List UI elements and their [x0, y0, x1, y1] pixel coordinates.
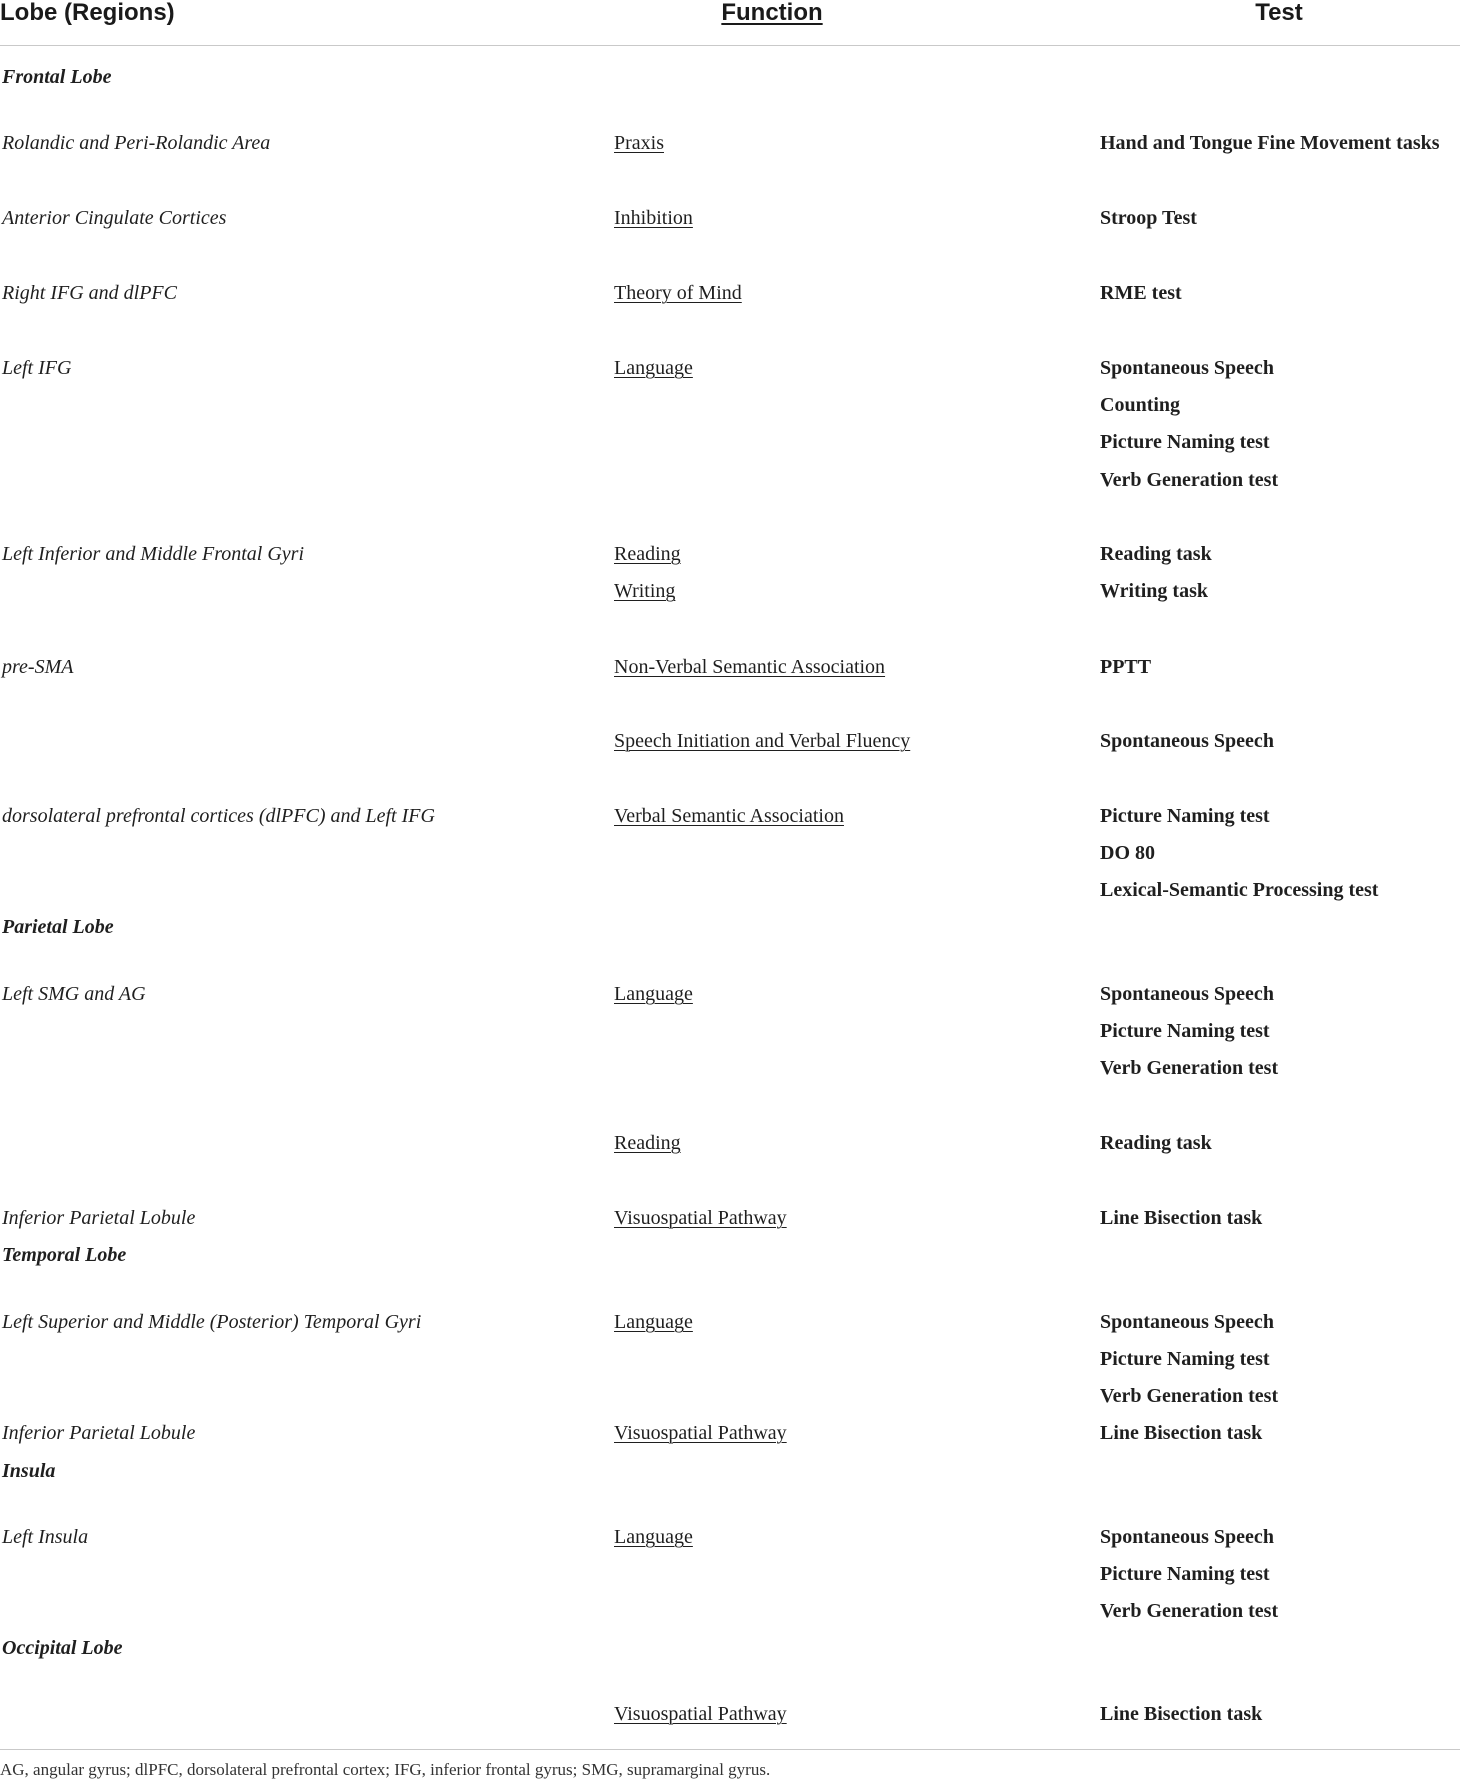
test-item: PPTT	[1100, 656, 1152, 678]
function-cell	[614, 536, 681, 610]
test-cell	[1100, 1304, 1278, 1416]
table-header	[0, 0, 1460, 26]
function-cell	[614, 1304, 693, 1341]
function-cell	[614, 1519, 693, 1556]
lobe-heading: Frontal Lobe	[2, 66, 112, 88]
region-cell: Left Insula	[2, 1526, 89, 1548]
header-divider	[0, 45, 1460, 46]
function-cell	[614, 350, 693, 387]
function-item: Writing	[614, 580, 676, 603]
test-item: Hand and Tongue Fine Movement tasks	[1100, 132, 1440, 154]
test-item: Spontaneous Speech	[1100, 1311, 1274, 1333]
function-cell	[614, 1696, 787, 1733]
function-cell	[614, 125, 664, 162]
test-item: Line Bisection task	[1100, 1703, 1263, 1725]
test-cell	[1100, 1415, 1262, 1452]
test-cell	[1100, 125, 1440, 162]
test-item: Reading task	[1100, 1132, 1212, 1154]
test-item: DO 80	[1100, 842, 1155, 865]
function-item: Reading	[614, 1132, 681, 1154]
region-cell: Anterior Cingulate Cortices	[2, 207, 227, 229]
lobe-heading: Insula	[2, 1460, 56, 1482]
region-cell: dorsolateral prefrontal cortices (dlPFC) and Left IFG	[2, 805, 435, 827]
function-cell	[614, 798, 844, 835]
lobe-heading: Occipital Lobe	[2, 1637, 123, 1659]
region-cell: Inferior Parietal Lobule	[2, 1422, 196, 1444]
lobe-heading: Temporal Lobe	[2, 1244, 127, 1266]
region-cell: pre-SMA	[2, 656, 74, 678]
test-item: Writing task	[1100, 580, 1208, 603]
test-cell	[1100, 1696, 1262, 1733]
test-item: Lexical-Semantic Processing test	[1100, 879, 1379, 902]
header-lobe-regions: Lobe (Regions)	[0, 0, 175, 26]
region-cell: Left Superior and Middle (Posterior) Temporal Gyri	[2, 1311, 422, 1333]
function-item: Visuospatial Pathway	[614, 1703, 787, 1725]
function-item: Language	[614, 1311, 693, 1333]
test-item: Picture Naming test	[1100, 1020, 1270, 1043]
test-cell	[1100, 275, 1182, 312]
function-item: Language	[614, 983, 693, 1005]
test-item: RME test	[1100, 282, 1182, 304]
test-item: Picture Naming test	[1100, 1563, 1270, 1586]
test-item: Counting	[1100, 394, 1181, 417]
function-cell	[614, 1125, 681, 1162]
region-cell: Right IFG and dlPFC	[2, 282, 177, 304]
test-item: Picture Naming test	[1100, 805, 1270, 827]
test-cell	[1100, 723, 1274, 760]
function-cell	[614, 649, 885, 686]
region-cell: Left Inferior and Middle Frontal Gyri	[2, 543, 305, 565]
region-cell: Inferior Parietal Lobule	[2, 1207, 196, 1229]
test-item: Spontaneous Speech	[1100, 983, 1274, 1005]
table-footnote: AG, angular gyrus; dlPFC, dorsolateral prefrontal cortex; IFG, inferior frontal gyrus; SMG, supramarginal gyrus.	[0, 1760, 771, 1779]
function-cell	[614, 1200, 787, 1237]
function-item: Reading	[614, 543, 681, 565]
lobe-heading: Parietal Lobe	[2, 916, 114, 938]
test-item: Spontaneous Speech	[1100, 357, 1274, 379]
function-cell	[614, 976, 693, 1013]
test-item: Line Bisection task	[1100, 1422, 1263, 1444]
function-cell	[614, 723, 910, 760]
test-cell	[1100, 1125, 1212, 1162]
test-cell	[1100, 1519, 1278, 1631]
test-item: Verb Generation test	[1100, 1385, 1279, 1408]
function-item: Verbal Semantic Association	[614, 805, 844, 827]
test-item: Spontaneous Speech	[1100, 730, 1274, 752]
region-cell: Rolandic and Peri-Rolandic Area	[2, 132, 271, 154]
function-item: Visuospatial Pathway	[614, 1422, 787, 1444]
test-cell	[1100, 536, 1212, 610]
region-cell: Left IFG	[2, 357, 72, 379]
test-cell	[1100, 1200, 1262, 1237]
test-item: Reading task	[1100, 543, 1212, 565]
test-item: Picture Naming test	[1100, 1348, 1270, 1371]
test-item: Verb Generation test	[1100, 1057, 1279, 1080]
function-item: Non-Verbal Semantic Association	[614, 656, 886, 678]
function-item: Language	[614, 1526, 693, 1548]
test-item: Verb Generation test	[1100, 1600, 1279, 1623]
test-item: Line Bisection task	[1100, 1207, 1263, 1229]
test-cell	[1100, 350, 1278, 499]
function-item: Theory of Mind	[614, 282, 742, 304]
test-cell	[1100, 976, 1278, 1088]
test-item: Picture Naming test	[1100, 431, 1270, 454]
test-item: Verb Generation test	[1100, 468, 1279, 491]
function-item: Visuospatial Pathway	[614, 1207, 787, 1229]
function-item: Praxis	[614, 132, 664, 154]
header-function: Function	[721, 0, 823, 26]
test-cell	[1100, 649, 1151, 686]
table-bottom-divider	[0, 1749, 1460, 1750]
region-cell: Left SMG and AG	[2, 983, 146, 1005]
test-item: Spontaneous Speech	[1100, 1526, 1274, 1548]
function-cell	[614, 275, 742, 312]
function-item: Inhibition	[614, 207, 693, 229]
function-cell	[614, 200, 693, 237]
test-item: Stroop Test	[1100, 207, 1197, 229]
test-cell	[1100, 200, 1197, 237]
header-test: Test	[1255, 0, 1303, 26]
function-item: Language	[614, 357, 693, 379]
test-cell	[1100, 798, 1378, 910]
function-item: Speech Initiation and Verbal Fluency	[614, 730, 911, 752]
function-cell	[614, 1415, 787, 1452]
